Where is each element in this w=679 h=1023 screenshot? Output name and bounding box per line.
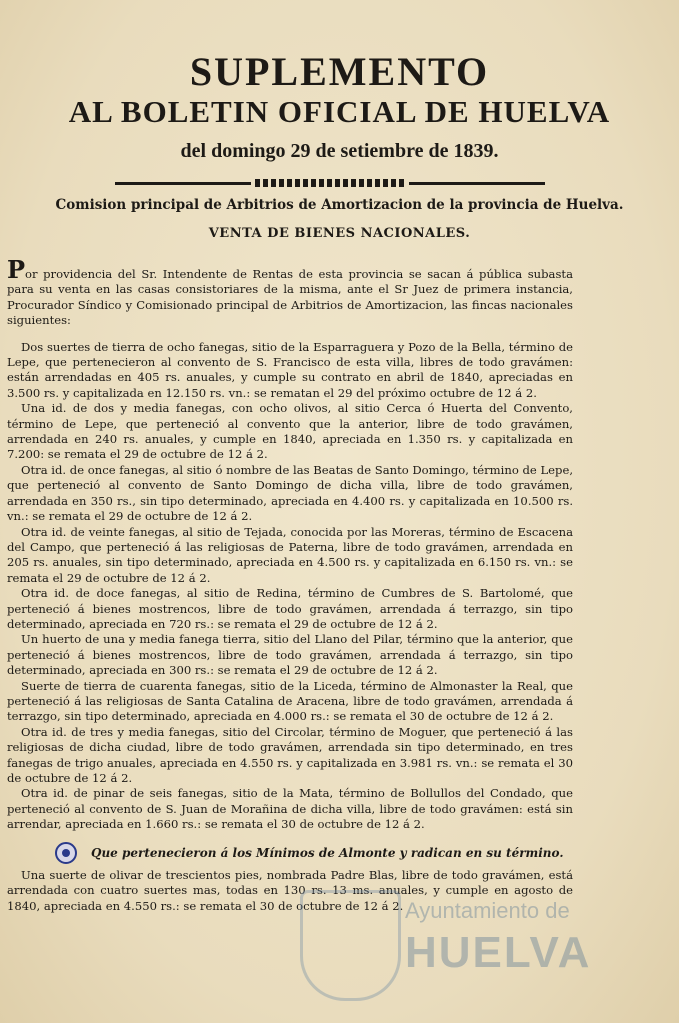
property-paragraph: Otra id. de doce fanegas, al sitio de Redina, término de Cumbres de S. Bartolomé, que perteneció á bienes mostrencos, libre de todo gravámen, arrendada á terrazgo, sin tipo determinado, apreciada en 720 rs.: se remata el 29 de octubre de 12 á 2. (7, 586, 573, 631)
watermark-line1: Ayuntamiento de (405, 898, 570, 923)
property-paragraph: Otra id. de veinte fanegas, al sitio de Tejada, conocida por las Moreras, término de Escacena del Campo, que perteneció á las religiosas de Paterna, libre de todo gravámen, arrendada en 205 rs. anuales, sin tipo determinado, apreciada en 4.500 rs. y capitalizada en 6.150 rs. vn.: se remata el 29 de octubre de 12 á 2. (7, 524, 573, 585)
intro-paragraph (7, 255, 573, 329)
section-heading (55, 842, 575, 864)
property-paragraph: Otra id. de tres y media fanegas, sitio del Circolar, término de Moguer, que perteneció á las religiosas de dicha ciudad, libre de todo gravámen, arrendada sin tipo determinado, en tres fanegas de trigo anuales, apreciada en 4.550 rs. y capitalizada en 3.981 rs. vn.: se remata el 30 de octubre de 12 á 2. (7, 724, 573, 785)
property-paragraph: Otra id. de once fanegas, al sitio ó nombre de las Beatas de Santo Domingo, término de Lepe, que perteneció al convento de Santo Domingo de dicha villa, libre de todo gravámen, arrendada en 350 rs., sin tipo determinado, apreciada en 4.400 rs. y capitalizada en 10.500 rs. vn.: se remata el 29 de octubre de 12 á 2. (7, 462, 573, 524)
document-subtitle: AL BOLETIN OFICIAL DE HUELVA (68, 94, 611, 129)
sale-heading: VENTA DE BIENES NACIONALES. (208, 226, 471, 241)
document-title: SUPLEMENTO (189, 49, 490, 94)
property-paragraph: Suerte de tierra de cuarenta fanegas, sitio de la Liceda, término de Almonaster la Real, que perteneció á las religiosas de Santa Catalina de Aracena, libre de todo gravámen, arrendada á terrazgo, sin tipo determinado, apreciada en 4.000 rs.: se remata el 30 de octubre de 12 á 2. (7, 678, 573, 724)
property-paragraph: Otra id. de pinar de seis fanegas, sitio de la Mata, término de Bollullos del Condado, que perteneció al convento de S. Juan de Morañina de dicha villa, libre de todo gravámen: está sin arrendar, apreciada en 1.660 rs.: se remata el 30 de octubre de 12 á 2. (7, 786, 573, 832)
city-seal-icon (300, 890, 401, 1001)
intro-text: or providencia del Sr. Intendente de Rentas de esta provincia se sacan á pública subasta para su venta en las casas consistoriares de la misma, ante el Sr Juez de primera instancia, Procurador Síndico y Comisionado principal de Arbitrios de Amortizacion, las fincas nacionales siguientes: (7, 267, 573, 328)
watermark-line2: HUELVA (405, 928, 592, 977)
commission-heading: Comision principal de Arbitrios de Amortizacion de la provincia de Huelva. (55, 197, 624, 213)
property-paragraph: Un huerto de una y media fanega tierra, sitio del Llano del Pilar, término que la anterior, que perteneció á bienes mostrencos, libre de todo gravámen, arrendada á terrazgo, sin tipo determinado, apreciada en 300 rs.: se remata el 29 de octubre de 12 á 2. (7, 632, 573, 678)
property-paragraph: Una id. de dos y media fanegas, con ocho olivos, al sitio Cerca ó Huerta del Convento, término de Lepe, que perteneció al convento que la anterior, libre de todo gravámen, arrendada en 240 rs. anuales, y cumple en 1840, apreciada en 1.350 rs. y capitalizada en 7.200: se remata el 29 de octubre de 12 á 2. (7, 401, 573, 462)
pointing-hand-icon (55, 842, 77, 864)
section-heading-text: Que pertenecieron á los Mínimos de Almonte y radican en su término. (91, 846, 564, 860)
watermark (300, 890, 640, 1000)
property-paragraph: Dos suertes de tierra de ocho fanegas, sitio de la Esparraguera y Pozo de la Bella, término de Lepe, que pertenecieron al convento de S. Francisco de esta villa, libres de todo gravámen: están arrendadas en 405 rs. anuales, y cumple su contrato en abril de 1840, apreciadas en 3.500 rs. y capitalizada en 12.150 rs. vn.: se rematan el 29 del próximo octubre de 12 á 2. (7, 339, 573, 400)
main-text (7, 255, 573, 833)
ornamental-rule (115, 176, 545, 190)
drop-cap: P (7, 255, 26, 284)
document-date: del domingo 29 de setiembre de 1839. (180, 140, 499, 162)
property-paragraph: Una suerte de olivar de trescientos pies, nombrada Padre Blas, libre de todo gravámen, está arrendada con cuatro suertes mas, todas en 130 rs. 13 ms. anuales, y cumple en agosto de 1840, apreciada en 4.550 rs.: se remata el 30 de octubre de 12 á 2. (7, 868, 573, 913)
